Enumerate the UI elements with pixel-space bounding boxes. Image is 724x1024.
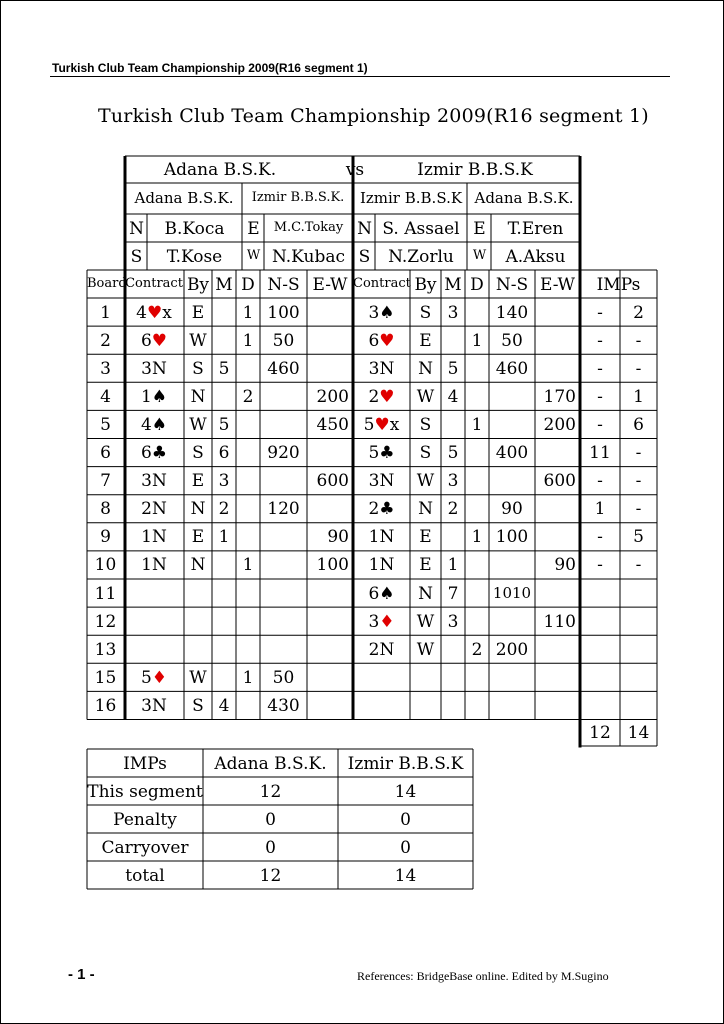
- declarer: E: [191, 471, 205, 492]
- summary-row-label: Carryover: [101, 837, 189, 858]
- board-number: 8: [100, 499, 111, 520]
- room1-ns-team: Adana B.S.K.: [134, 189, 234, 207]
- ns-score: 140: [495, 302, 529, 323]
- contract-level: 5: [363, 414, 375, 435]
- declarer: E: [419, 330, 432, 351]
- board-number: 6: [100, 443, 111, 464]
- imps-away: -: [635, 499, 642, 520]
- made-tricks: 3: [447, 302, 459, 323]
- seat-w: W: [246, 247, 261, 263]
- imps-away: 1: [633, 386, 644, 407]
- room2-south-player: N.Zorlu: [388, 246, 454, 267]
- contract-cell: [353, 639, 410, 660]
- down-tricks: 1: [242, 667, 254, 688]
- contract-cell: [353, 386, 410, 407]
- contract-level: 6: [368, 583, 380, 604]
- made-tricks: 5: [447, 443, 459, 464]
- board-number: 13: [94, 639, 117, 660]
- ns-score: 50: [501, 330, 523, 351]
- contract-cell: [124, 529, 184, 546]
- ew-score: 110: [543, 611, 576, 632]
- declarer: W: [189, 330, 207, 351]
- contract-level: 1N: [368, 527, 395, 548]
- room2-ns-team: Izmir B.B.S.K: [359, 189, 463, 207]
- declarer: E: [419, 527, 432, 548]
- made-tricks: 5: [218, 358, 230, 379]
- declarer: W: [416, 386, 435, 407]
- contract-level: 1N: [141, 555, 167, 576]
- down-tricks: 1: [242, 330, 254, 351]
- declarer: S: [419, 443, 432, 464]
- ew-score: 100: [316, 555, 349, 576]
- ns-score: 1010: [492, 583, 532, 602]
- contract-level: 3: [368, 611, 380, 632]
- page-number: - 1 -: [68, 966, 95, 983]
- imps-home: -: [597, 527, 603, 548]
- contract-cell: [124, 445, 184, 462]
- ew-score: 600: [543, 471, 576, 492]
- declarer: E: [419, 555, 432, 576]
- ns-score: 460: [495, 358, 529, 379]
- contract-cell: [353, 583, 410, 604]
- board-number: 7: [100, 471, 111, 492]
- contract-level: 6: [368, 330, 380, 351]
- summary-header: IMPs: [123, 753, 167, 774]
- suit-icon: ♠: [151, 386, 168, 407]
- seat-s: S: [358, 246, 371, 267]
- made-tricks: 4: [447, 386, 459, 407]
- summary-header: Izmir B.B.S.K: [347, 753, 464, 774]
- contract-level: 6: [140, 330, 152, 351]
- ns-score: 90: [501, 499, 523, 520]
- room2-ew-team: Adana B.S.K.: [474, 189, 574, 207]
- imps-home: -: [597, 358, 603, 379]
- ns-score: 50: [272, 330, 295, 351]
- ns-score: 50: [272, 667, 295, 688]
- ew-score: 200: [316, 386, 349, 407]
- board-number: 11: [94, 583, 117, 604]
- contract-level: 1N: [368, 555, 395, 576]
- contract-level: 5: [140, 667, 152, 688]
- contract-level: 6: [140, 443, 152, 464]
- suit-icon: ♥: [379, 386, 395, 407]
- ew-score: 90: [554, 555, 576, 576]
- contract-level: 3N: [368, 471, 395, 492]
- running-header: Turkish Club Team Championship 2009(R16 segment 1): [52, 61, 368, 75]
- col-imps: IMPs: [596, 274, 641, 295]
- declarer: N: [190, 555, 206, 576]
- ns-score: 100: [267, 302, 300, 323]
- contract-level: 3N: [141, 471, 167, 492]
- suit-icon: ♣: [379, 443, 395, 464]
- made-tricks: 3: [447, 471, 459, 492]
- made-tricks: 7: [447, 583, 459, 604]
- imps-home: -: [597, 302, 603, 323]
- suit-icon: ♠: [379, 302, 395, 323]
- footer-reference: References: BridgeBase online. Edited by M.Sugino: [357, 969, 609, 983]
- ns-score: 400: [495, 443, 529, 464]
- contract-cell: [124, 386, 184, 407]
- board-number: 1: [100, 302, 111, 323]
- contract-level: 4: [136, 302, 147, 323]
- board-number: 3: [100, 358, 111, 379]
- suit-icon: ♥: [146, 302, 163, 323]
- col-ns: N-S: [267, 274, 300, 295]
- ew-score: 600: [316, 471, 349, 492]
- suit-icon: ♥: [374, 414, 390, 435]
- contract-cell: [124, 501, 184, 518]
- contract-cell: [124, 557, 184, 574]
- imps-away: 6: [633, 414, 644, 435]
- contract-level: 1N: [141, 527, 167, 548]
- contract-cell: [353, 557, 410, 574]
- down-tricks: 2: [471, 639, 483, 660]
- declarer: N: [190, 386, 206, 407]
- declarer: W: [416, 611, 435, 632]
- made-tricks: 6: [218, 443, 230, 464]
- summary-row-label: total: [125, 865, 165, 886]
- made-tricks: 5: [447, 358, 459, 379]
- col-contract: Contract: [125, 275, 183, 291]
- room2-north-player: S. Assael: [382, 218, 460, 239]
- imps-away: -: [635, 443, 642, 464]
- board-number: 9: [100, 527, 111, 548]
- col-m: M: [444, 274, 462, 295]
- contract-cell: [353, 358, 410, 379]
- room1-south-player: T.Kose: [166, 246, 223, 267]
- ew-score: 450: [316, 414, 349, 435]
- declarer: S: [419, 302, 432, 323]
- contract-cell: [124, 414, 184, 435]
- room1-ew-team: Izmir B.B.S.K.: [251, 190, 345, 205]
- contract-cell: [353, 529, 410, 546]
- room1-north-player: B.Koca: [164, 218, 225, 239]
- imps-home: -: [597, 386, 603, 407]
- suit-icon: ♣: [151, 443, 168, 464]
- contract-level: 2: [368, 386, 380, 407]
- ns-score: 920: [267, 443, 300, 464]
- contract-level: 4: [140, 414, 152, 435]
- ns-score: 200: [495, 639, 529, 660]
- down-tricks: 1: [242, 302, 254, 323]
- col-board: Board: [87, 275, 127, 291]
- suit-icon: ♣: [379, 499, 395, 520]
- declarer: S: [192, 443, 204, 464]
- contract-level: 2N: [368, 639, 395, 660]
- down-tricks: 1: [471, 527, 483, 548]
- contract-cell: [124, 358, 184, 379]
- made-tricks: 4: [218, 695, 230, 716]
- seat-e: E: [473, 218, 486, 239]
- summary-value: 14: [394, 781, 417, 802]
- ew-score: 200: [543, 414, 576, 435]
- suit-icon: ♠: [379, 583, 395, 604]
- summary-value: 0: [400, 837, 411, 858]
- imps-away: 2: [633, 302, 644, 323]
- made-tricks: 5: [218, 414, 230, 435]
- ew-score: 90: [327, 527, 349, 548]
- imps-away: 5: [633, 527, 644, 548]
- contract-level: 1: [140, 386, 152, 407]
- imps-away: -: [635, 471, 642, 492]
- imps-away: -: [635, 330, 642, 351]
- col-by: By: [414, 274, 437, 295]
- col-ns: N-S: [495, 274, 529, 295]
- declarer: E: [191, 302, 205, 323]
- declarer: N: [418, 583, 433, 604]
- away-team-title: Izmir B.B.S.K: [417, 160, 533, 180]
- room1-east-player: M.C.Tokay: [273, 219, 344, 235]
- made-tricks: 2: [218, 499, 230, 520]
- contract-cell: [353, 414, 410, 435]
- seat-w: W: [472, 247, 487, 263]
- seat-n: N: [357, 218, 372, 239]
- imps-home: -: [597, 471, 603, 492]
- imps-home: -: [597, 414, 603, 435]
- contract-cell: [124, 473, 184, 490]
- declarer: E: [191, 527, 205, 548]
- declarer: N: [418, 358, 433, 379]
- summary-value: 0: [265, 837, 276, 858]
- contract-level: 2: [368, 499, 380, 520]
- col-d: D: [470, 274, 484, 295]
- declarer: W: [189, 667, 207, 688]
- seat-n: N: [129, 218, 144, 239]
- home-team-title: Adana B.S.K.: [163, 160, 277, 180]
- ns-score: 460: [267, 358, 300, 379]
- imps-home: 11: [589, 443, 611, 464]
- down-tricks: 2: [242, 386, 254, 407]
- double-marker: x: [389, 414, 400, 435]
- ns-score: 120: [267, 499, 300, 520]
- declarer: S: [419, 414, 432, 435]
- imps-home: -: [597, 555, 603, 576]
- suit-icon: ♥: [379, 330, 395, 351]
- summary-value: 12: [259, 865, 282, 886]
- declarer: S: [192, 695, 204, 716]
- made-tricks: 1: [218, 527, 230, 548]
- down-tricks: 1: [471, 330, 483, 351]
- vs-label: vs: [345, 160, 365, 180]
- ns-score: 430: [267, 695, 300, 716]
- room1-west-player: N.Kubac: [271, 246, 345, 267]
- down-tricks: 1: [242, 555, 254, 576]
- suit-icon: ♦: [151, 667, 168, 688]
- declarer: W: [416, 471, 435, 492]
- contract-level: 3: [368, 302, 380, 323]
- down-tricks: 1: [471, 414, 483, 435]
- declarer: W: [189, 414, 207, 435]
- board-number: 15: [94, 667, 117, 688]
- contract-cell: [353, 302, 410, 323]
- col-ew: E-W: [539, 274, 575, 295]
- suit-icon: ♥: [151, 330, 168, 351]
- made-tricks: 3: [447, 611, 459, 632]
- col-contract: Contract: [353, 275, 411, 291]
- board-number: 12: [94, 611, 117, 632]
- imps-home: 1: [594, 499, 606, 520]
- contract-cell: [124, 302, 184, 323]
- board-number: 10: [94, 555, 117, 576]
- contract-cell: [124, 330, 184, 351]
- page-title: Turkish Club Team Championship 2009(R16 segment 1): [98, 105, 649, 127]
- suit-icon: ♦: [379, 611, 395, 632]
- ew-score: 170: [543, 386, 576, 407]
- suit-icon: ♠: [151, 414, 168, 435]
- board-number: 4: [100, 386, 111, 407]
- declarer: N: [190, 499, 206, 520]
- imps-away: -: [635, 555, 642, 576]
- summary-value: 0: [400, 809, 411, 830]
- room2-west-player: A.Aksu: [505, 246, 566, 267]
- board-number: 16: [94, 695, 117, 716]
- room2-east-player: T.Eren: [507, 218, 564, 239]
- imps-total-away: 14: [627, 723, 650, 744]
- summary-value: 14: [394, 865, 417, 886]
- contract-cell: [124, 667, 184, 688]
- declarer: N: [418, 499, 433, 520]
- imps-home: -: [597, 330, 603, 351]
- contract-cell: [353, 473, 410, 490]
- made-tricks: 3: [218, 471, 230, 492]
- contract-cell: [124, 695, 184, 716]
- imps-away: -: [635, 358, 642, 379]
- contract-level: 3N: [141, 358, 167, 379]
- contract-cell: [353, 445, 410, 462]
- contract-cell: [353, 501, 410, 518]
- board-number: 2: [100, 330, 111, 351]
- contract-level: 3N: [141, 695, 167, 716]
- made-tricks: 2: [447, 499, 459, 520]
- seat-e: E: [247, 218, 260, 239]
- contract-level: 5: [368, 443, 380, 464]
- made-tricks: 1: [447, 555, 459, 576]
- col-m: M: [215, 274, 233, 295]
- contract-cell: [353, 611, 410, 632]
- declarer: W: [416, 639, 435, 660]
- summary-value: 12: [259, 781, 282, 802]
- summary-value: 0: [265, 809, 276, 830]
- double-marker: x: [162, 302, 172, 323]
- seat-s: S: [130, 246, 143, 267]
- contract-level: 3N: [368, 358, 395, 379]
- summary-row-label: Penalty: [113, 809, 177, 830]
- contract-level: 2N: [141, 499, 167, 520]
- col-by: By: [186, 274, 210, 295]
- summary-row-label: This segment: [87, 781, 203, 802]
- declarer: S: [192, 358, 204, 379]
- imps-total-home: 12: [589, 723, 611, 744]
- col-d: D: [241, 274, 255, 295]
- contract-cell: [353, 330, 410, 351]
- board-number: 5: [100, 414, 111, 435]
- summary-header: Adana B.S.K.: [214, 753, 327, 774]
- col-ew: E-W: [312, 274, 348, 295]
- ns-score: 100: [495, 527, 529, 548]
